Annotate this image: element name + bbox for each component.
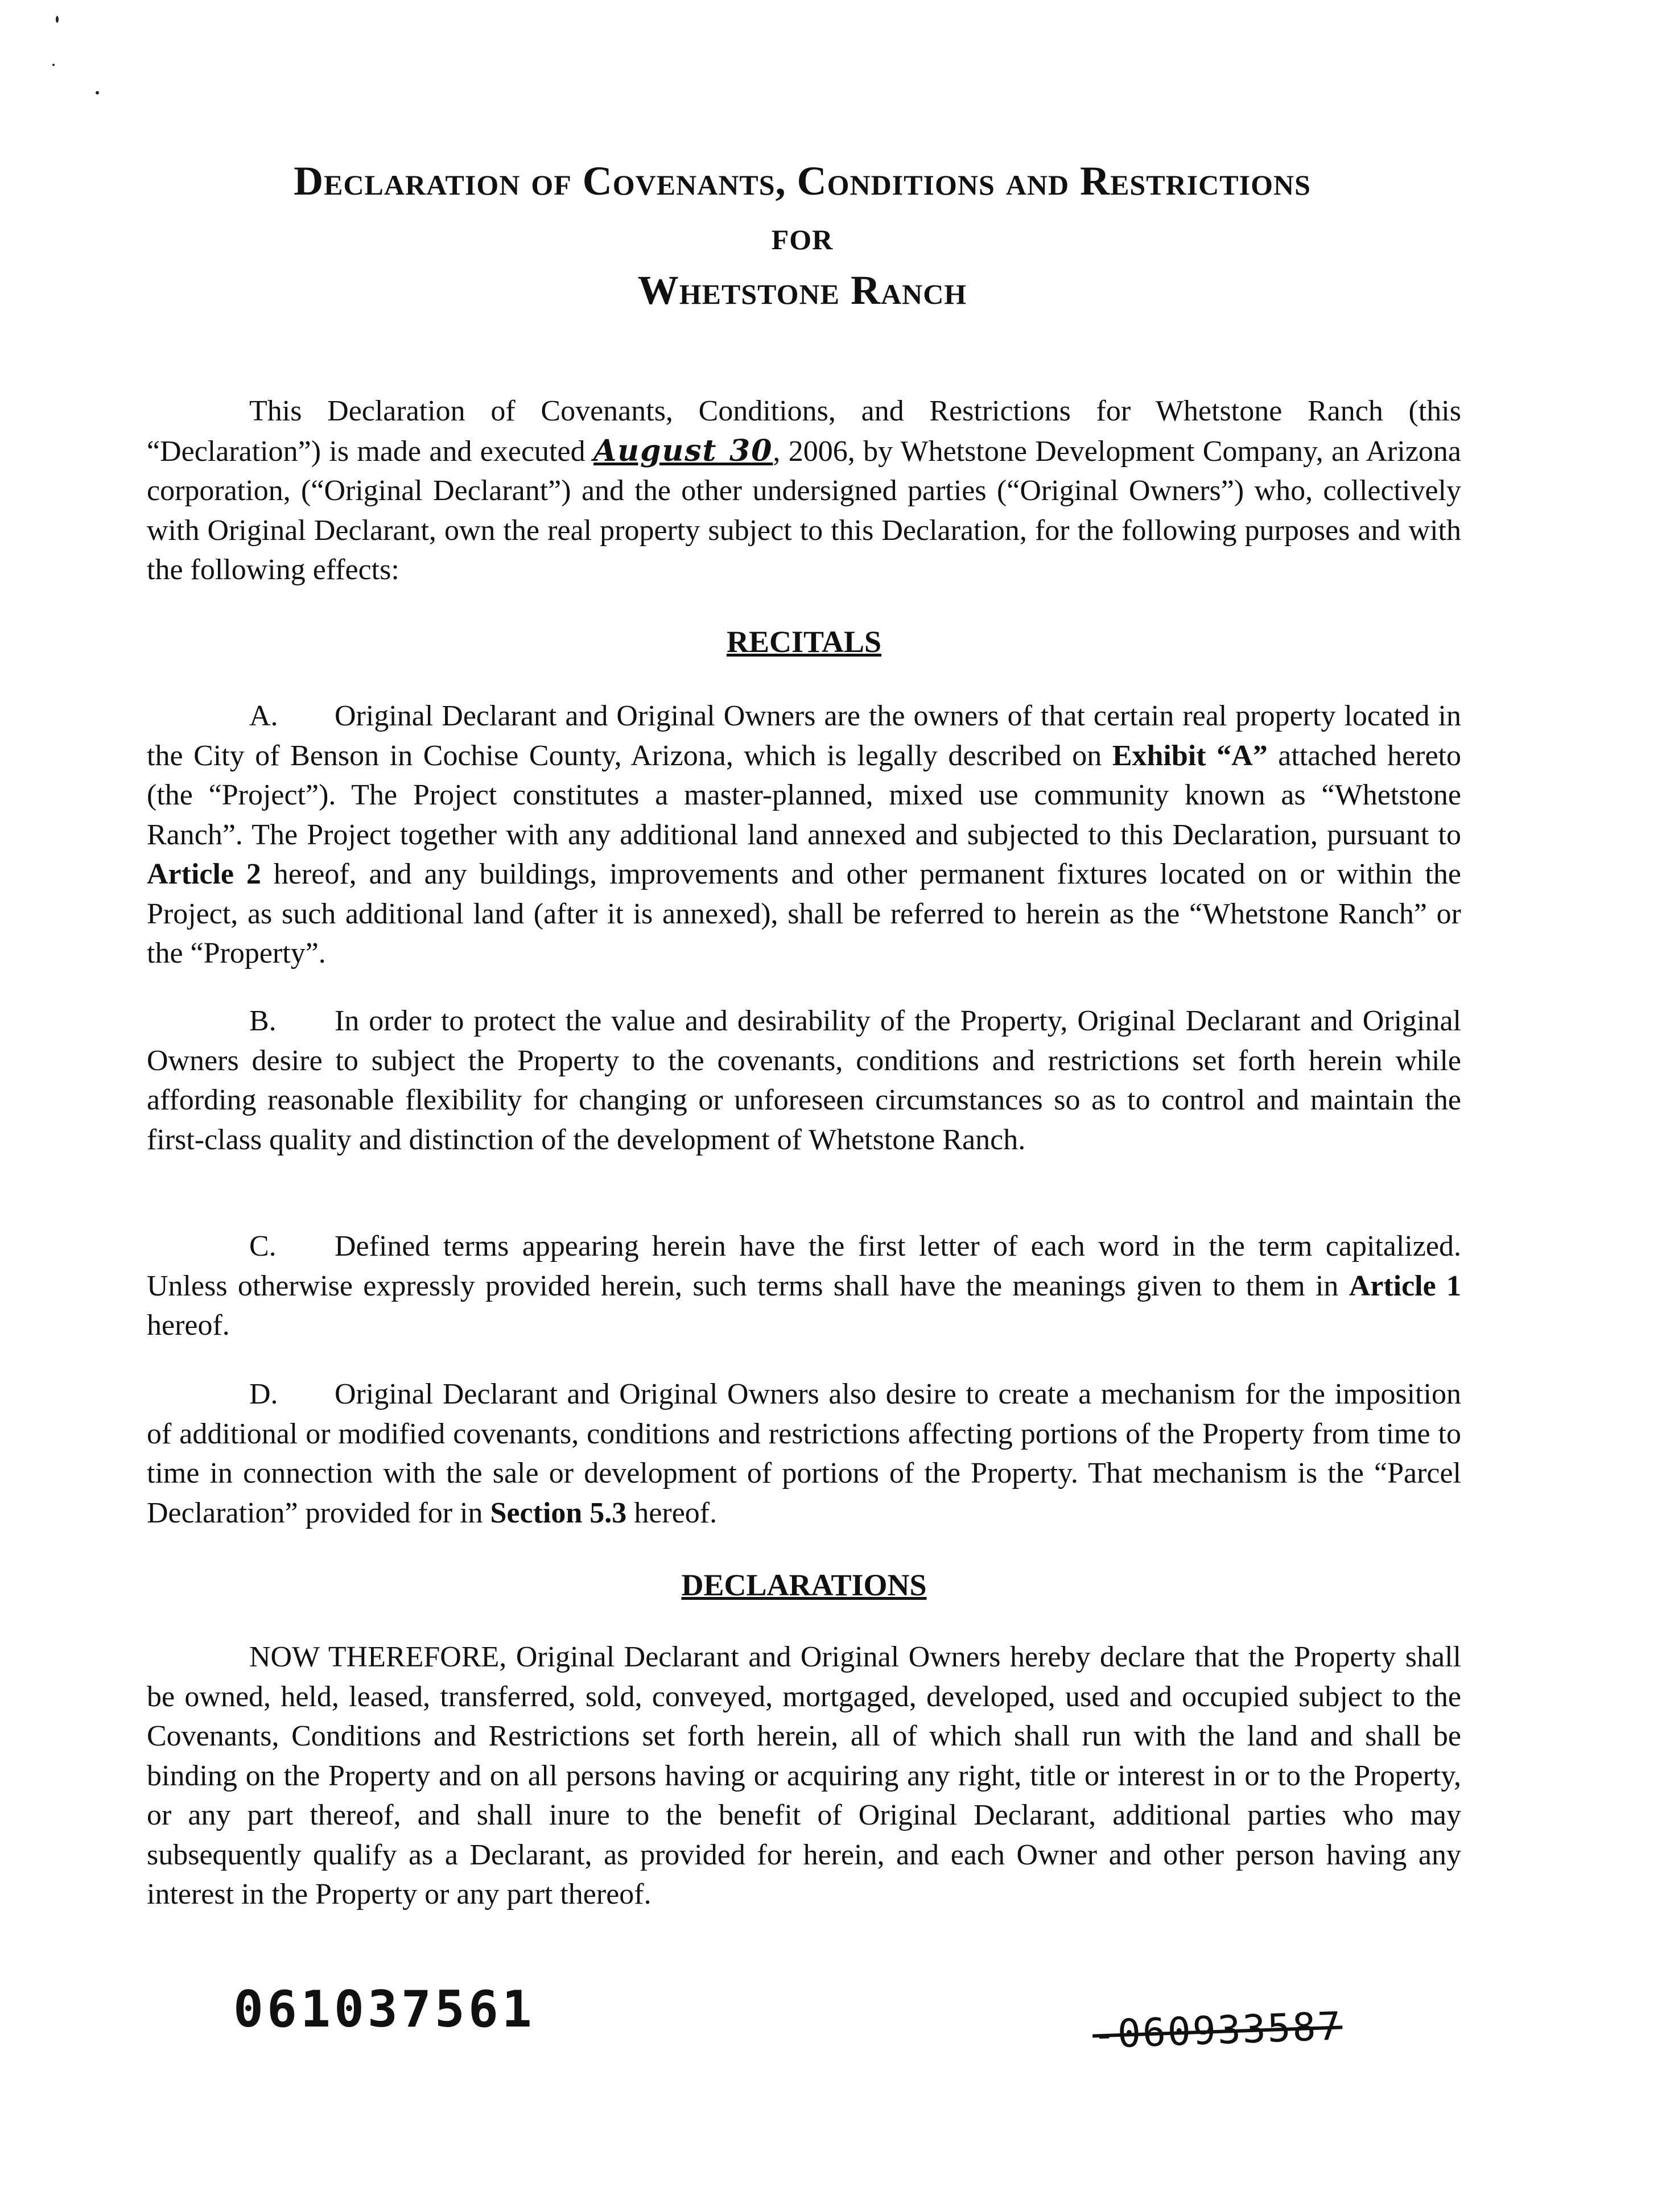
crossed-out-number: -060933587 <box>1091 2004 1343 2058</box>
title-line-1: Declaration of Covenants, Conditions and Restrictions <box>294 158 1311 204</box>
declarations-section <box>147 1566 1461 1606</box>
exhibit-reference: Exhibit “A” <box>1112 739 1268 772</box>
declarations-heading: DECLARATIONS <box>681 1568 927 1602</box>
intro-paragraph: This Declaration of Covenants, Conditions, and Restrictions for Whetstone Ranch (this “Declaration”) is made and executed August 30, 2006, by Whetstone Development Company, an Arizona corporation, (“Original Declarant”) and the other undersigned parties (“Original Owners”) who, collectively with Original Declarant, own the real property subject to this Declaration, for the following purposes and with the following effects: <box>147 395 1461 586</box>
recital-c-paragraph: C. Defined terms appearing herein have the first letter of each word in the term capitalized. Unless otherwise expressly provided herein, such terms shall have the meanings given to them in Article 1 hereof. <box>147 1227 1461 1346</box>
recital-c <box>147 1227 1461 1346</box>
scan-speck <box>96 91 99 94</box>
recital-b-paragraph: B. In order to protect the value and desirability of the Property, Original Declarant and Original Owners desire to subject the Property to the covenants, conditions and restrictions set forth herein while affording reasonable flexibility for changing or unforeseen circumstances so as to control and maintain the first-class quality and distinction of the development of Whetstone Ranch. <box>147 1001 1461 1159</box>
recital-c-letter: C. <box>249 1230 277 1262</box>
recital-a <box>147 696 1461 973</box>
scan-speck <box>52 64 55 66</box>
recital-d-letter: D. <box>249 1378 278 1410</box>
recital-b-letter: B. <box>249 1005 277 1037</box>
document-title <box>148 154 1457 317</box>
scan-speck <box>56 16 59 23</box>
declarations-body <box>147 1637 1461 1914</box>
article-2-reference: Article 2 <box>147 858 261 890</box>
article-1-reference: Article 1 <box>1349 1269 1461 1302</box>
intro-section <box>147 391 1461 590</box>
title-line-3: Whetstone Ranch <box>637 267 967 313</box>
recital-d-paragraph: D. Original Declarant and Original Owners also desire to create a mechanism for the imposition of additional or modified covenants, conditions and restrictions affecting portions of the Property from time to time in connection with the sale or development of portions of the Property. That mechanism is the “Parcel Declaration” provided for in Section 5.3 hereof. <box>147 1375 1461 1533</box>
recitals-heading: RECITALS <box>726 625 882 659</box>
recital-a-letter: A. <box>249 700 278 732</box>
recital-d <box>147 1375 1461 1533</box>
recording-number: 061037561 <box>233 1980 535 2038</box>
declarations-paragraph: NOW THEREFORE, Original Declarant and Original Owners hereby declare that the Property shall be owned, held, leased, transferred, sold, conveyed, mortgaged, developed, used and occupied subject to the Covenants, Conditions and Restrictions set forth herein, all of which shall run with the land and shall be binding on the Property and on all persons having or acquiring any right, title or interest in or to the Property, or any part thereof, and shall inure to the benefit of Original Declarant, additional parties who may subsequently qualify as a Declarant, as provided for herein, and each Owner and other person having any interest in the Property or any part thereof. <box>147 1641 1461 1910</box>
recital-b <box>147 1001 1461 1159</box>
recital-a-paragraph: A. Original Declarant and Original Owners are the owners of that certain real property located in the City of Benson in Cochise County, Arizona, which is legally described on Exhibit “A” attached hereto (the “Project”). The Project constitutes a master-planned, mixed use community known as “Whetstone Ranch”. The Project together with any additional land annexed and subjected to this Declaration, pursuant to Article 2 hereof, and any buildings, improvements and other permanent fixtures located on or within the Project, as such additional land (after it is annexed), shall be referred to herein as the “Whetstone Ranch” or the “Property”. <box>147 696 1461 973</box>
section-5-3-reference: Section 5.3 <box>490 1496 627 1529</box>
recitals-section <box>147 622 1461 662</box>
handwritten-date: August 30 <box>593 433 773 468</box>
title-line-2: for <box>771 213 834 258</box>
